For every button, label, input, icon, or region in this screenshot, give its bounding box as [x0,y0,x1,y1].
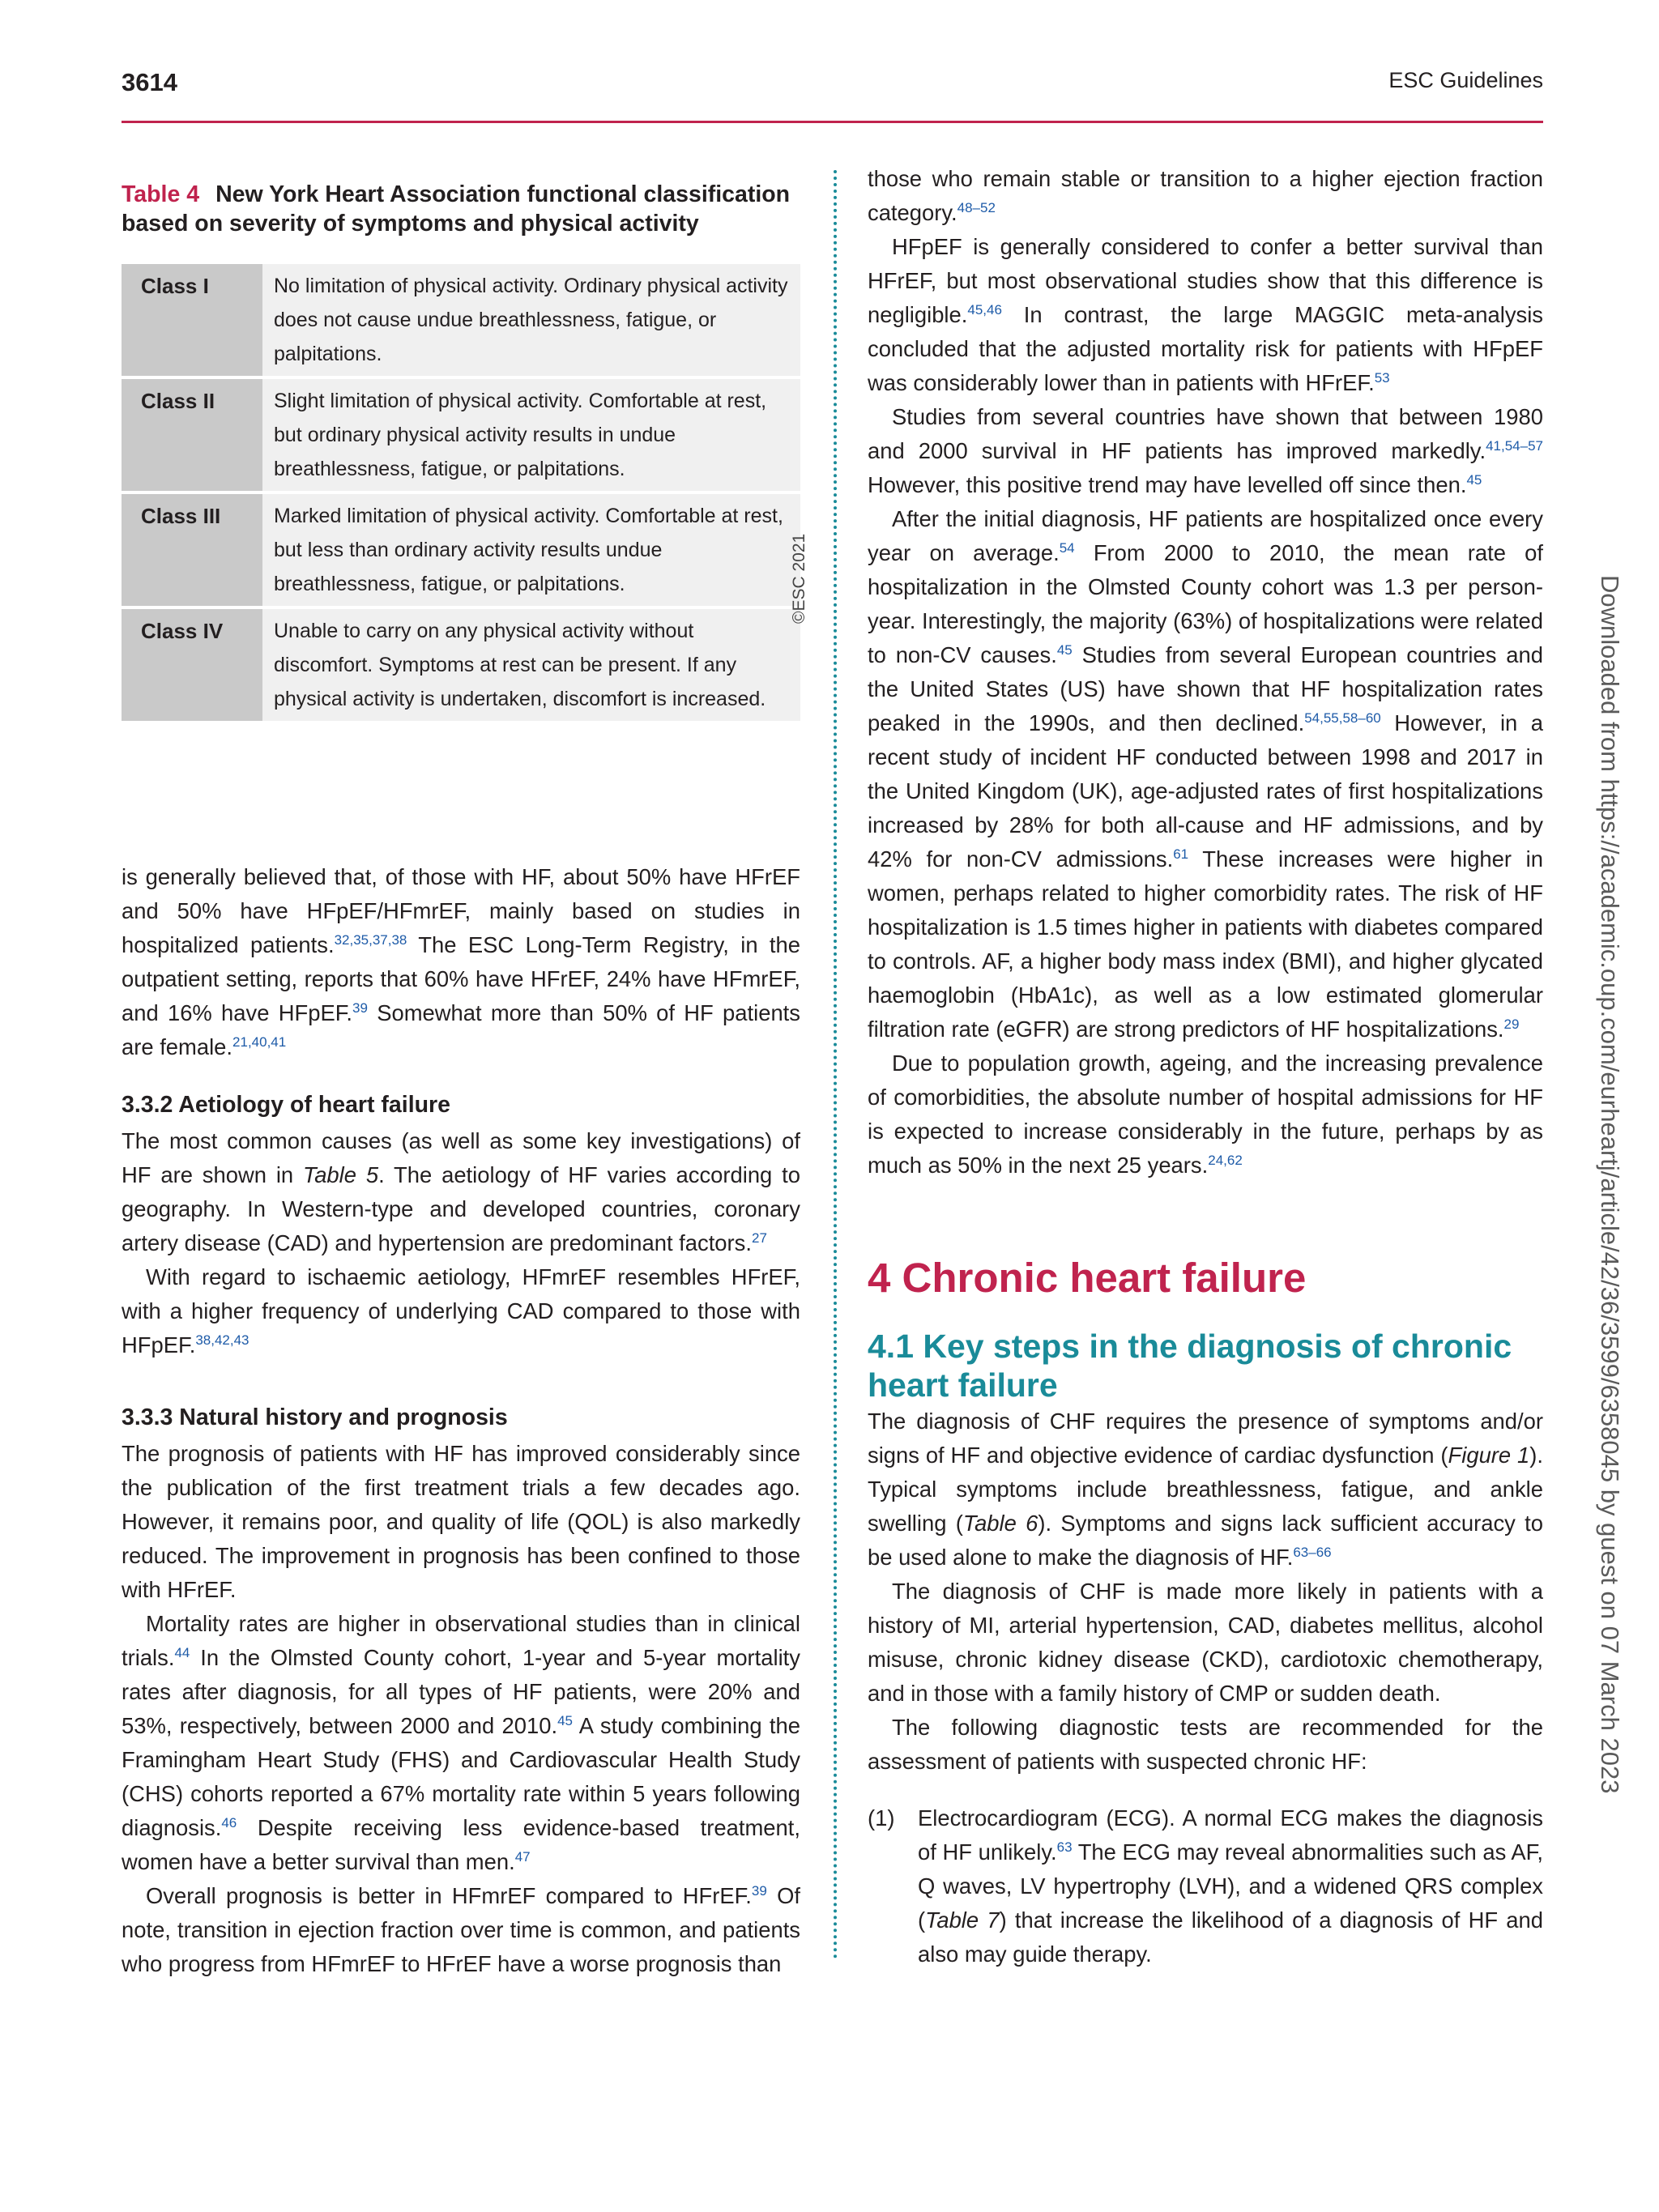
nyha-description-cell: No limitation of physical activity. Ordinary physical activity does not cause undue breathlessness, fatigue, or palpitations. [262,264,800,376]
paragraph: The most common causes (as well as some key investigations) of HF are shown in Table 5. The aetiology of HF varies according to geography. In Western-type and developed countries, coronary artery disease (CAD) and hypertension are predominant factors.$^{27}$ [122,1128,800,1255]
nyha-class-cell: Class II [122,379,262,491]
citation-link[interactable]: 54,55,58–60 [1304,710,1381,726]
citation-link[interactable]: 44 [174,1644,190,1660]
nyha-class-cell: Class IV [122,609,262,721]
paragraph: The following diagnostic tests are recommended for the assessment of patients with suspected chronic HF: [868,1715,1543,1774]
figure-reference-link[interactable]: Figure 1 [1448,1443,1530,1468]
citation-link[interactable]: 61 [1173,846,1189,862]
page-number: 3614 [122,68,177,96]
paragraph: After the initial diagnosis, HF patients are hospitalized once every year on average.$^{54}$ From 2000 to 2010, the mean rate of hospitalization in the Olmsted County cohort was 1.3 per person-year. Interestingly, the majority (63%) of hospitalizations were related to non-CV causes.$^{45}$ Studies from several European countries and the United States (US) have shown that HF hospitalization rates peaked in the 1990s, and then declined.$^{54,55,58-60}$ However, in a recent study of incident HF conducted between 1998 and 2017 in the United Kingdom (UK), age-adjusted rates of first hospitalizations increased by 28% for both all-cause and HF admissions, and by 42% for non-CV admissions.$^{61}$ These increases were higher in women, perhaps related to higher comorbidity rates. The risk of HF hospitalization is 1.5 times higher in patients with diabetes compared to controls. AF, a higher body mass index (BMI), and higher glycated haemoglobin (HbA1c), as well as a low estimated glomerular filtration rate (eGFR) are strong predictors of HF hospitalizations.$^{29}$ [868,506,1544,1042]
nyha-description-cell: Unable to carry on any physical activity without discomfort. Symptoms at rest can be present. If any physical activity is undertaken, discomfort is increased. [262,609,800,721]
paragraph: Studies from several countries have shown that between 1980 and 2000 survival in HF patients has improved markedly.$^{41,54-57}$ However, this positive trend may have levelled off since then.$^{45}$ [868,404,1543,497]
list-number: (1) [868,1805,895,1831]
citation-link[interactable]: 41,54–57 [1486,437,1543,454]
table-4-title: New York Heart Association functional classification based on severity of symptoms and physical activity [122,181,791,237]
citation-link[interactable]: 24,62 [1208,1152,1243,1168]
paragraph: The diagnosis of CHF is made more likely in patients with a history of MI, arterial hypertension, CAD, diabetes mellitus, alcohol misuse, chronic kidney disease (CKD), cardiotoxic chemotherapy, and in those with a family history of CMP or sudden death. [868,1579,1543,1706]
right-column [868,162,1543,1971]
citation-link[interactable]: 46 [221,1814,237,1831]
table-4-label: Table 4 [122,181,200,207]
nyha-description-cell: Slight limitation of physical activity. Comfortable at rest, but ordinary physical activity results in undue breathlessness, fatigue, or palpitations. [262,379,800,491]
table-4-caption [122,180,800,238]
paragraph: HFpEF is generally considered to confer a better survival than HFrEF, but most observational studies show that this difference is negligible.$^{45,46}$ In contrast, the large MAGGIC meta-analysis concluded that the adjusted mortality risk for patients with HFpEF was considerably lower than in patients with HFrEF.$^{53}$ [868,234,1543,395]
list-item: (1) Electrocardiogram (ECG). A normal ECG makes the diagnosis of HF unlikely.$^{63}$ The ECG may reveal abnormalities such as AF, Q waves, LV hypertrophy (LVH), and a widened QRS complex (Table 7) that increase the likelihood of a diagnosis of HF and also may guide therapy. [868,1801,1543,1971]
esc-copyright-mark: ©ESC 2021 [790,533,808,624]
paragraph: those who remain stable or transition to a higher ejection fraction category.$^{48-52}$ [868,166,1543,225]
header-rule [122,121,1543,123]
citation-link[interactable]: 38,42,43 [195,1332,249,1348]
diagnostic-tests-list [868,1801,1543,1971]
table-row [122,609,800,721]
citation-link[interactable]: 47 [514,1848,531,1865]
paragraph: Due to population growth, ageing, and the increasing prevalence of comorbidities, the absolute number of hospital admissions for HF is expected to increase considerably in the future, perhaps by as much as 50% in the next 25 years.$^{24,62}$ [868,1051,1543,1178]
citation-link[interactable]: 29 [1503,1016,1520,1032]
table-row [122,379,800,491]
section-heading-4: 4 Chronic heart failure [868,1255,1307,1301]
citation-link[interactable]: 39 [751,1882,767,1899]
citation-link[interactable]: 21,40,41 [232,1034,287,1050]
nyha-description-cell: Marked limitation of physical activity. Comfortable at rest, but less than ordinary activity results undue breathlessness, fatigue, or palpitations. [262,494,800,606]
table-row [122,264,800,376]
table-reference-link[interactable]: Table 5 [302,1162,379,1187]
table-reference-link[interactable]: Table 6 [962,1511,1038,1536]
citation-link[interactable]: 45 [1466,471,1482,488]
paragraph: The diagnosis of CHF requires the presence of symptoms and/or signs of HF and objective evidence of cardiac dysfunction (Figure 1). Typical symptoms include breathlessness, fatigue, and ankle swelling (Table 6). Symptoms and signs lack sufficient accuracy to be used alone to make the diagnosis of HF.$^{63-66}$ [868,1409,1544,1570]
paragraph: The prognosis of patients with HF has improved considerably since the publication of the first treatment trials a few decades ago. However, it remains poor, and quality of life (QOL) is also markedly reduced. The improvement in prognosis has been confined to those with HFrEF. [122,1441,800,1602]
running-head: ESC Guidelines [1388,68,1543,92]
citation-link[interactable]: 45,46 [967,301,1002,318]
column-divider [834,170,837,1960]
citation-link[interactable]: 27 [751,1230,767,1246]
paragraph: With regard to ischaemic aetiology, HFmrEF resembles HFrEF, with a higher frequency of underlying CAD compared to those with HFpEF.$^{38,42,43}$ [122,1264,800,1357]
section-heading-3-3-2: 3.3.2 Aetiology of heart failure [122,1092,450,1118]
paragraph: Overall prognosis is better in HFmrEF compared to HFrEF.$^{39}$ Of note, transition in ejection fraction over time is common, and patients who progress from HFmrEF to HFrEF have a worse prognosis than [122,1882,800,1976]
section-heading-3-3-3: 3.3.3 Natural history and prognosis [122,1404,508,1430]
nyha-class-cell: Class I [122,264,262,376]
citation-link[interactable]: 63 [1056,1839,1073,1855]
paragraph: Mortality rates are higher in observational studies than in clinical trials.$^{44}$ In the Olmsted County cohort, 1-year and 5-year mortality rates after diagnosis, for all types of HF patients, were 20% and 53%, respectively, between 2000 and 2010.45 A study combining the Framingham Heart Study (FHS) and Cardiovascular Health Study (CHS) cohorts reported a 67% mortality rate within 5 years following diagnosis.$^{46}$ Despite receiving less evidence-based treatment, women have a better survival than men.$^{47}$ [122,1611,800,1874]
page-header [122,68,1543,113]
citation-link[interactable]: 45 [557,1712,573,1728]
nyha-class-cell: Class III [122,494,262,606]
citation-link[interactable]: 48–52 [957,199,996,215]
table-reference-link[interactable]: Table 7 [925,1907,1000,1933]
citation-link[interactable]: 63–66 [1293,1544,1332,1560]
citation-link[interactable]: 53 [1374,369,1390,386]
citation-link[interactable]: 32,35,37,38 [334,931,407,948]
citation-link[interactable]: 39 [352,999,368,1016]
citation-link[interactable]: 45 [1056,641,1073,658]
table-row [122,494,800,606]
section-heading-4-1: 4.1 Key steps in the diagnosis of chronic heart failure [868,1328,1512,1404]
citation-link[interactable]: 54 [1059,539,1075,556]
download-notice: Downloaded from https://academic.oup.com/eurheartj/article/42/36/3599/6358045 by guest on 07 March 2023 [1596,575,1624,1794]
left-column [122,180,800,1981]
paragraph: is generally believed that, of those with HF, about 50% have HFrEF and 50% have HFpEF/HFmrEF, mainly based on studies in hospitalized patients.$^{32,35,37,38}$ The ESC Long-Term Registry, in the outpatient setting, reports that 60% have HFrEF, 24% have HFmrEF, and 16% have HFpEF.$^{39}$ Somewhat more than 50% of HF patients are female.$^{21,40,41}$ [122,864,801,1059]
nyha-table [122,261,800,724]
